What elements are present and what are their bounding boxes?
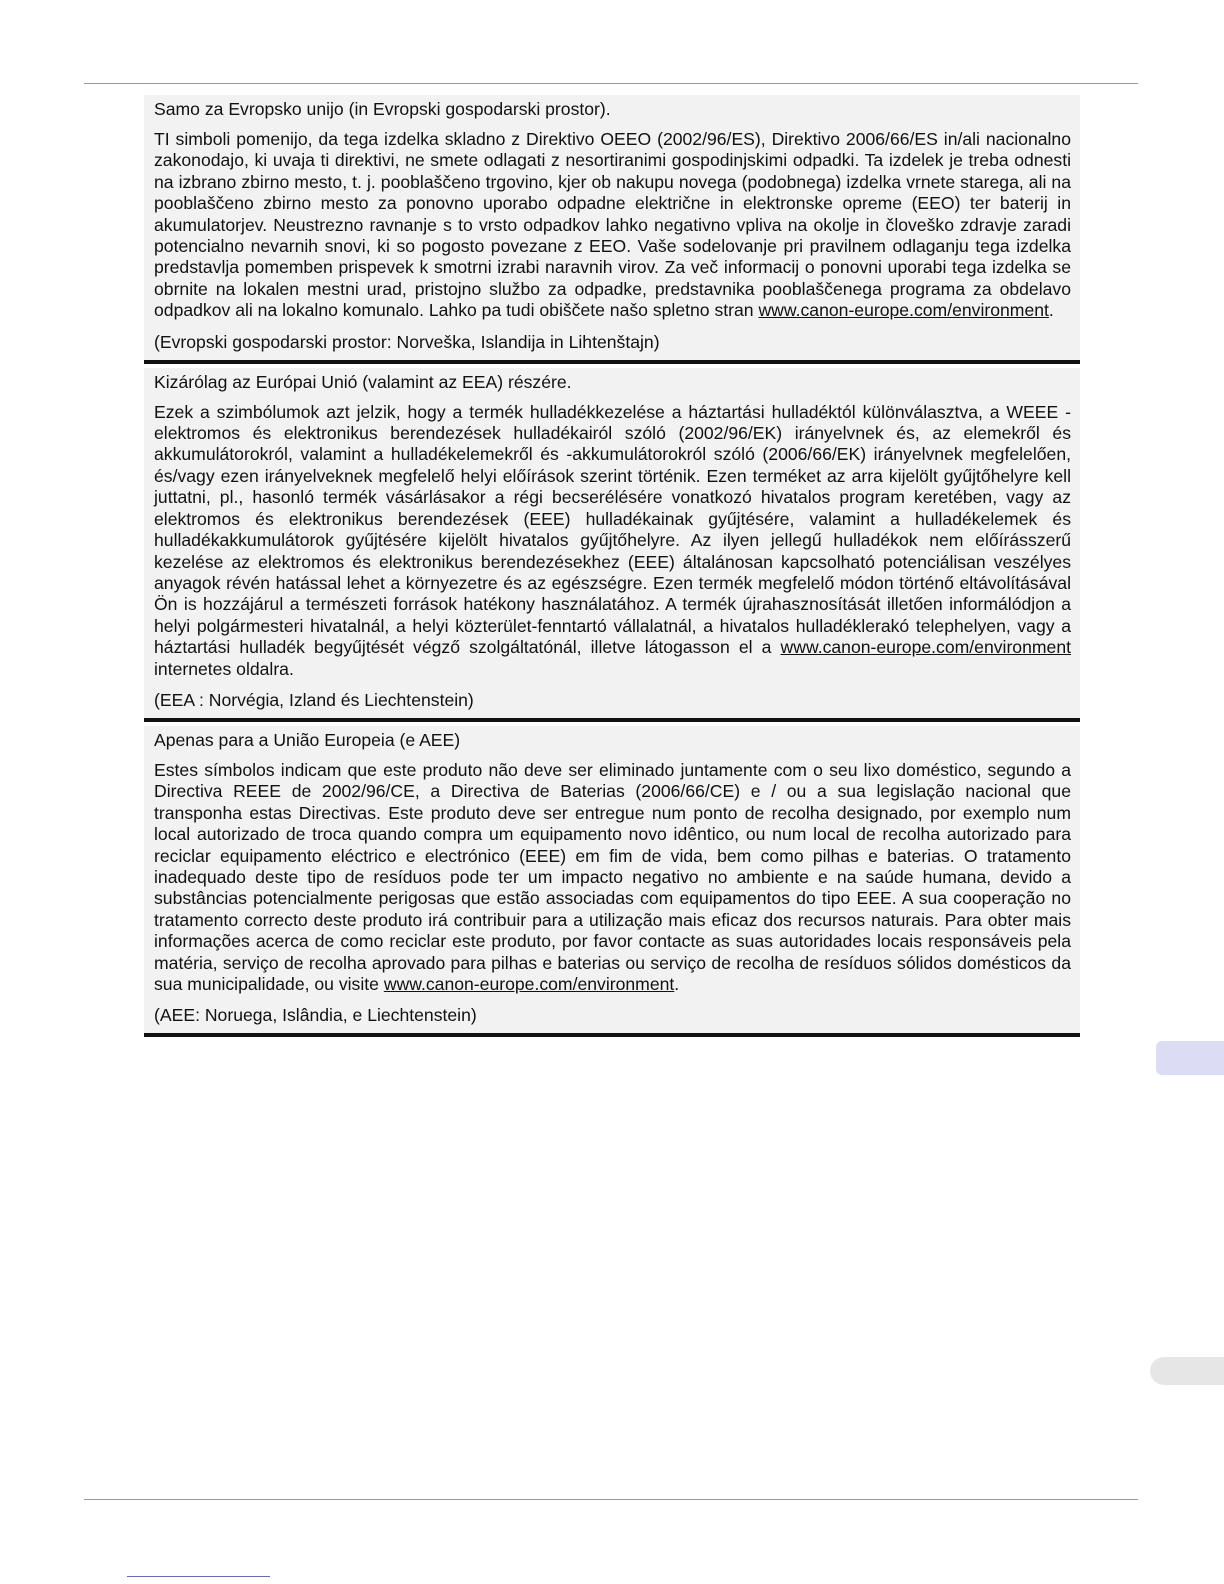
notice-body-text: Ezek a szimbólumok azt jelzik, hogy a termék hulladékkezelése a háztartási hulladéktól különválasztva, a WEEE - elektromos és elektronikus berendezések hulladékairól szóló (2002/96/EK) irányelvnek és, az elemekről és akkumulátorokról, valamint a hulladékelemekről és -akkumulátorokról szóló (2006/66/EK) irányelvnek megfelelően, és/vagy ezen irányelveknek megfelelő helyi előírások szerint történik. Ezen terméket az arra kijelölt gyűjtőhelyre kell juttatni, pl., hasonló termék vásárlásakor a régi becserélésére vonatkozó hivatalos program keretében, vagy az elektromos és elektronikus berendezések (EEE) hulladékainak gyűjtésére, valamint a hulladékelemek és hulladékakkumulátorok gyűjtésére kijelölt hivatalos gyűjtőhelyre. Az ilyen jellegű hulladékok nem előírásszerű kezelése az elektromos és elektronikus berendezésekhez (EEE) általánosan kapcsolható potenciálisan veszélyes anyagok révén hatással lehet a környezetre és az egészségre. Ezen termék megfelelő módon történő eltávolításával Ön is hozzájárul a természeti források hatékony használatához. A termék újrahasznosítását illetően informálódjon a helyi polgármesteri hivatalnál, a helyi közterület-fenntartó vállalatnál, a hivatalos hulladéklerakó telephelyen, vagy a háztartási hulladék begyűjtését végző szolgáltatónál, illetve látogasson el a	[154, 401, 1071, 658]
notice-body-tail: .	[674, 974, 680, 994]
notice-heading: Kizárólag az Európai Unió (valamint az EEA) részére.	[154, 371, 572, 392]
footer-link-underline	[127, 1576, 270, 1577]
environment-link[interactable]: www.canon-europe.com/environment	[780, 637, 1071, 658]
notice-slovenian	[144, 95, 1080, 364]
notice-body	[154, 129, 1071, 322]
notice-footnote: (AEE: Noruega, Islândia, e Liechtenstein)	[154, 1005, 477, 1026]
notice-hungarian	[144, 368, 1080, 722]
notice-footnote: (EEA : Norvégia, Izland és Liechtenstein)	[154, 689, 474, 710]
notice-heading: Apenas para a União Europeia (e AEE)	[154, 729, 461, 750]
header-rule	[84, 83, 1138, 84]
notice-portuguese	[144, 726, 1080, 1037]
notice-body	[154, 760, 1071, 995]
notice-body-tail: .	[1048, 300, 1054, 321]
notice-footnote: (Evropski gospodarski prostor: Norveška, Islandija in Lihtenštajn)	[154, 331, 660, 352]
notice-body-tail: internetes oldalra.	[154, 658, 294, 679]
footer-rule	[84, 1499, 1138, 1500]
notice-body	[154, 402, 1071, 680]
notice-body-text: TI simboli pomenijo, da tega izdelka skladno z Direktivo OEEO (2002/96/ES), Direktivo 2006/66/ES in/ali nacionalno zakonodajo, ki uvaja ti direktivi, ne smete odlagati z nesortiranimi gospodinjskimi odpadki. Ta izdelek je treba odnesti na izbrano zbirno mesto, t. j. pooblaščeno trgovino, kjer ob nakupu novega (podobnega) izdelka vrnete starega, ali na pooblaščeno zbirno mesto za ponovno uporabo odpadne električne in elektronske opreme (EEO) ter baterij in akumulatorjev. Neustrezno ravnanje s to vrsto odpadkov lahko negativno vpliva na okolje in človeško zdravje zaradi potencialno nevarnih snovi, ki so pogosto povezane z EEO. Vaše sodelovanje pri pravilnem odlaganju tega izdelka predstavlja pomemben prispevek k smotrni izrabi naravnih virov. Za več informacij o ponovni uporabi tega izdelka se obrnite na lokalen mestni urad, pristojno službo za odpadke, predstavnika pooblaščenega programa za obdelavo odpadkov ali na lokalno komunalo. Lahko pa tudi obiščete našo spletno stran	[154, 129, 1071, 321]
notice-body-text: Estes símbolos indicam que este produto não deve ser eliminado juntamente com o seu lixo doméstico, segundo a Directiva REEE de 2002/96/CE, a Directiva de Baterias (2006/66/CE) e / ou a sua legislação nacional que transponha estas Directivas. Este produto deve ser entregue num ponto de recolha designado, por exemplo num local autorizado de troca quando compra um equipamento novo idêntico, ou num local de recolha autorizado para reciclar equipamento eléctrico e electrónico (EEE) em fim de vida, bem como pilhas e baterias. O tratamento inadequado deste tipo de resíduos pode ter um impacto negativo no ambiente e na saúde humana, devido a substâncias potencialmente perigosas que estão associadas com equipamentos do tipo EEE. A sua cooperação no tratamento correcto deste produto irá contribuir para a utilização mais eficaz dos recursos naturais. Para obter mais informações acerca de como reciclar este produto, por favor contacte as suas autoridades locais responsáveis pela matéria, serviço de recolha aprovado para pilhas e baterias ou serviço de recolha de resíduos sólidos domésticos da sua municipalidade, ou visite	[154, 759, 1071, 994]
side-index-tab-active[interactable]	[1156, 1041, 1224, 1075]
notice-heading: Samo za Evropsko unijo (in Evropski gospodarski prostor).	[154, 99, 611, 119]
environment-link[interactable]: www.canon-europe.com/environment	[383, 974, 675, 994]
side-index-tab[interactable]	[1150, 1357, 1224, 1385]
environment-link[interactable]: www.canon-europe.com/environment	[758, 300, 1049, 321]
weee-notices	[144, 95, 1080, 1041]
